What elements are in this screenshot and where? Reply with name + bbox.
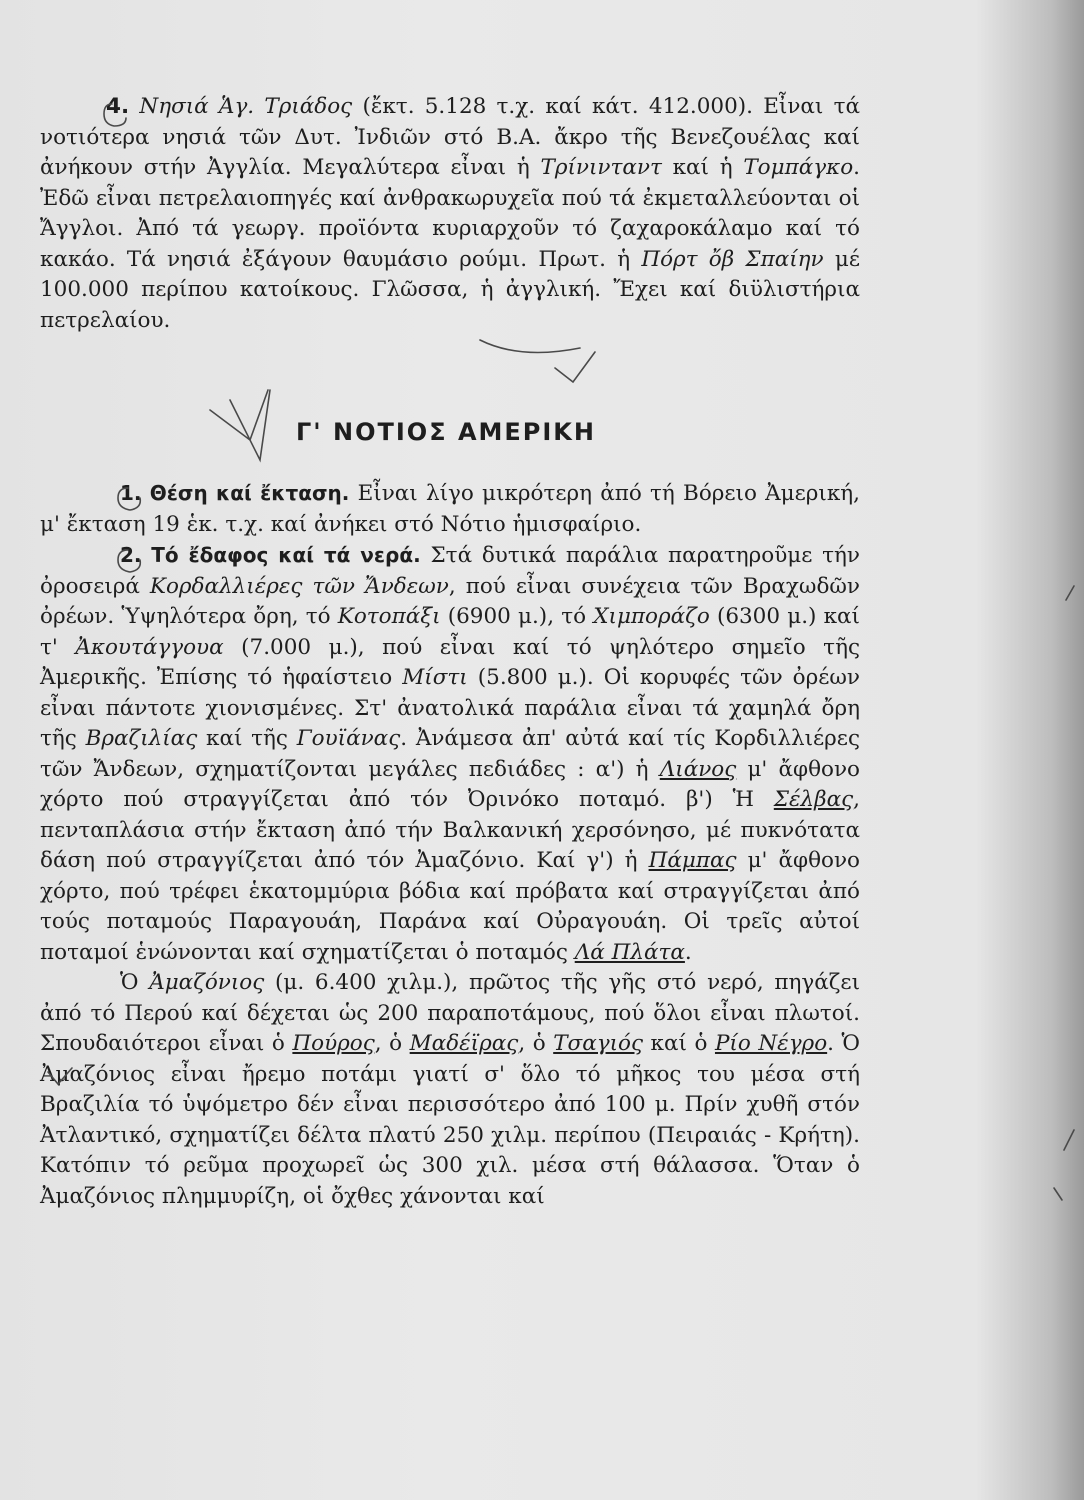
place-name: Τρίνινταντ	[540, 155, 662, 180]
underline-stroke	[480, 340, 580, 353]
text-run: καί τῆς	[197, 726, 297, 751]
text-run: , ὁ	[518, 1031, 554, 1056]
place-name: Τσαγιός	[553, 1031, 643, 1056]
text-run: (5.800 μ.). Οἱ κορυφές τῶν ὀρέων εἶναι πάντοτε χιονισμένες. Στ' ἀνατολικά παράλια εἶναι τά χαμηλά ὄρη τῆς	[40, 665, 860, 751]
place-name: Ἀκουτάγγουα	[75, 634, 224, 660]
section-heading: Γ' ΝΟΤΙΟΣ ΑΜΕΡΙΚΗ	[296, 418, 596, 446]
text-run: (6300 μ.) καί τ'	[40, 604, 860, 660]
text-run: , πενταπλάσια στήν ἔκταση ἀπό τήν Βαλκανική χερσόνησο, μέ πυκνότατα δάση πού στραγγίζεται ἀπό τόν Ἀμαζόνιο. Καί γ') ἡ	[40, 787, 860, 873]
place-name: Πούρος	[292, 1031, 375, 1056]
item-title: Νησιά Ἁγ. Τριάδος	[139, 94, 353, 119]
text-run: . Ἀνάμεσα ἀπ' αὐτά καί τίς Κορδιλλιέρες τῶν Ἄνδεων, σχηματίζονται μεγάλες πεδιάδες : α') ἡ	[40, 726, 860, 782]
item-number: 1.	[120, 481, 142, 505]
item-number: 2.	[120, 543, 142, 567]
text-run: (6900 μ.), τό	[440, 604, 594, 629]
margin-stroke	[1066, 586, 1074, 600]
paragraph-amazon	[40, 968, 860, 1212]
paragraph-position	[40, 478, 860, 540]
place-name: Τομπάγκο	[743, 155, 854, 180]
item-title: Τό ἔδαφος καί τά νερά.	[151, 543, 421, 567]
place-name: Μαδέϊρας	[409, 1031, 519, 1056]
item-number: 4.	[106, 94, 130, 119]
place-name: Ἀμαζόνιος	[149, 970, 265, 995]
place-name: Μίστι	[402, 665, 468, 690]
paragraph-trinidad	[40, 92, 860, 336]
item-title: Θέση καί ἔκταση.	[149, 481, 350, 505]
place-name: Πάμπας	[648, 848, 737, 873]
text-run: μ' ἄφθονο χόρτο πού στραγγίζεται ἀπό τόν Ὀρινόκο ποταμό. β') Ἡ	[40, 756, 861, 812]
text-run: Στά δυτικά παράλια παρατηροῦμε τήν ὀροσειρά	[40, 543, 860, 599]
text-run: .	[684, 939, 692, 965]
place-name: Κοτοπάξι	[337, 604, 441, 629]
place-name: Χιμποράζο	[593, 604, 710, 629]
margin-stroke	[1064, 1130, 1074, 1150]
check-mark-icon	[555, 352, 595, 382]
text-run: , ὁ	[374, 1031, 410, 1056]
margin-stroke	[1054, 1188, 1062, 1200]
text-run: . Ὁ Ἀμαζόνιος εἶναι ἤρεμο ποτάμι γιατί σ' ὅλο τό μῆκος του μέσα στή Βραζιλία τό ὑψόμετρο δέν εἶναι περισσότερο ἀπό 100 μ. Πρίν χυθῆ στόν Ἀτλαντικό, σχηματίζει δέλτα πλατύ 250 χιλμ. περίπου (Πειραιάς - Κρήτη). Κατόπιν τό ρεῦμα προχωρεῖ ὡς 300 χιλ. μέσα στή θάλασσα. Ὅταν ὁ Ἀμαζόνιος πλημμυρίζη, οἱ ὄχθες χάνονται καί	[40, 1031, 860, 1209]
section-trinidad	[40, 92, 860, 336]
text-run: (μ. 6.400 χιλμ.), πρῶτος τῆς γῆς στό νερό, πηγάζει ἀπό τό Περού καί δέχεται ὡς 200 παραποτάμους, πού ὅλοι εἶναι πλωτοί. Σπουδαιότεροι εἶναι ὁ	[40, 970, 860, 1056]
place-name: Κορδαλλιέρες τῶν Ἄνδεων	[149, 573, 449, 599]
text-run: μ' ἄφθονο χόρτο, πού τρέφει ἑκατομμύρια βόδια καί πρόβατα καί στραγγίζεται ἀπό τούς ποταμούς Παραγουάη, Παράνα καί Οὐραγουάη. Οἱ τρεῖς αὐτοί ποταμοί ἑνώνονται καί σχηματίζεται ὁ ποταμός	[40, 848, 860, 965]
text-run: (7.000 μ.), πού εἶναι καί τό ψηλότερο σημεῖο τῆς Ἀμερικῆς. Ἐπίσης τό ἡφαίστειο	[40, 634, 860, 690]
text-run: , πού εἶναι συνέχεια τῶν Βραχωδῶν ὀρέων. Ὑψηλότερα ὄρη, τό	[40, 573, 860, 629]
text-run: Ὁ	[120, 970, 150, 995]
section-south-america	[40, 478, 860, 1212]
place-name: Λιάνος	[659, 756, 737, 782]
text-run: (ἔκτ. 5.128 τ.χ. καί κάτ. 412.000). Εἶναι τά νοτιότερα νησιά τῶν Δυτ. Ἰνδιῶν στό Β.Α. ἄκρο τῆς Βενεζουέλας καί ἀνήκουν στήν Ἀγγλία. Μεγαλύτερα εἶναι ἡ	[40, 94, 860, 180]
text-run: καί ἡ	[661, 155, 744, 180]
text-run: Εἶναι λίγο μικρότερη ἀπό τή Βόρειο Ἀμερική, μ' ἔκταση 19 ἑκ. τ.χ. καί ἀνήκει στό Νότιο ἡμισφαίριο.	[40, 481, 860, 537]
place-name: Πόρτ ὄβ Σπαίην	[641, 246, 824, 272]
place-name: Λά Πλάτα	[574, 939, 685, 965]
place-name: Ρίο Νέγρο	[714, 1031, 828, 1056]
place-name: Γουϊάνας	[296, 726, 401, 751]
place-name: Βραζιλίας	[85, 726, 198, 751]
text-run: μέ 100.000 περίπου κατοίκους. Γλῶσσα, ἡ ἀγγλική. Ἔχει καί διϋλιστήρια πετρελαίου.	[40, 246, 860, 333]
check-mark-icon	[210, 390, 270, 460]
text-run: . Ἐδῶ εἶναι πετρελαιοπηγές καί ἀνθρακωρυχεῖα πού τά ἐκμεταλλεύονται οἱ Ἄγγλοι. Ἀπό τά γεωργ. προϊόντα κυριαρχοῦν τό ζαχαροκάλαμο καί τό κακάο. Τά νησιά ἐξάγουν θαυμάσιο ρούμι. Πρωτ. ἡ	[40, 155, 860, 272]
text-run: καί ὁ	[643, 1031, 715, 1056]
place-name: Σέλβας	[773, 787, 854, 812]
paragraph-terrain	[40, 540, 860, 968]
